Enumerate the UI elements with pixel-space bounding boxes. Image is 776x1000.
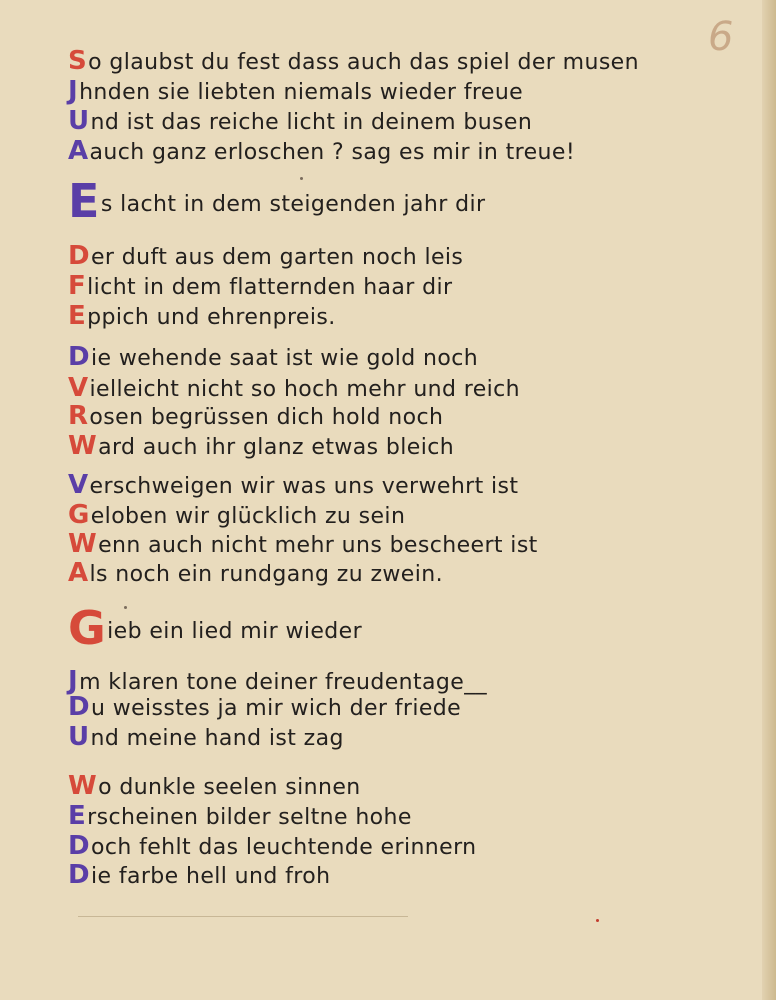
line-text: ieb ein lied mir wieder [107,619,363,644]
line-text: enn auch nicht mehr uns bescheert ist [98,533,538,558]
poem-line [68,801,412,831]
line-text: ard auch ihr glanz etwas bleich [98,435,455,460]
poem-line [68,831,476,861]
initial-letter: F [68,271,87,301]
line-text: ls noch ein rundgang zu zwein. [89,562,443,587]
faint-ruled-line [78,916,408,917]
initial-letter: U [68,722,90,752]
poem-line [68,692,461,722]
page-edge [762,0,776,1000]
line-text: u weisstes ja mir wich der friede [90,696,462,721]
initial-letter: J [68,666,79,696]
poem-line [68,601,363,655]
poem-line [68,470,518,500]
poem-line [68,342,478,372]
poem-line [68,373,520,403]
poem-line [68,860,330,890]
poem-line [68,431,454,461]
initial-letter: W [68,529,98,559]
initial-letter: V [68,373,89,403]
initial-letter: J [68,76,79,106]
initial-letter: A [68,558,89,588]
poem-line [68,500,405,530]
line-text: o dunkle seelen sinnen [98,775,361,800]
poem-line [68,136,575,166]
initial-letter: G [68,500,90,530]
initial-letter: E [68,174,100,228]
line-text: nd ist das reiche licht in deinem busen [90,110,533,135]
initial-letter: W [68,431,98,461]
poem-line [68,106,532,136]
line-text: osen begrüssen dich hold noch [89,405,444,430]
initial-letter: U [68,106,90,136]
line-text: s lacht in dem steigenden jahr dir [100,192,486,217]
line-text: hnden sie liebten niemals wieder freue [79,80,524,105]
line-text: o glaubst du fest dass auch das spiel der musen [88,50,639,75]
line-text: ie farbe hell und froh [90,864,331,889]
page-number: 6 [708,14,734,60]
initial-letter: D [68,241,90,271]
initial-letter: A [68,136,89,166]
ink-speck [124,606,127,609]
line-text: auch ganz erloschen ? sag es mir in treue! [89,140,576,165]
initial-letter: E [68,801,87,831]
initial-letter: D [68,692,90,722]
initial-letter: E [68,301,87,331]
line-text: licht in dem flatternden haar dir [87,275,453,300]
poem-line [68,301,336,331]
initial-letter: D [68,342,90,372]
initial-letter: D [68,831,90,861]
line-text: erschweigen wir was uns verwehrt ist [89,474,519,499]
ink-speck [300,177,303,180]
poem-line [68,722,344,752]
initial-letter: S [68,46,88,76]
line-text: ielleicht nicht so hoch mehr und reich [89,377,521,402]
poem-line [68,771,361,801]
poem-line [68,241,463,271]
poem-line [68,558,443,588]
initial-letter: R [68,401,89,431]
initial-letter: V [68,470,89,500]
line-text: nd meine hand ist zag [90,726,344,751]
line-text: rscheinen bilder seltne hohe [87,805,412,830]
poem-line [68,401,443,431]
initial-letter: G [68,601,107,655]
line-text: ppich und ehrenpreis. [87,305,336,330]
ink-speck [596,919,599,922]
line-text: ie wehende saat ist wie gold noch [90,346,479,371]
poem-line [68,76,523,106]
line-text: eloben wir glücklich zu sein [90,504,406,529]
poem-line [68,174,486,228]
poem-line [68,46,639,76]
initial-letter: D [68,860,90,890]
line-text: och fehlt das leuchtende erinnern [90,835,477,860]
initial-letter: W [68,771,98,801]
poem-line [68,271,452,301]
line-text: m klaren tone deiner freudentage__ [79,670,487,695]
poem-line [68,529,538,559]
line-text: er duft aus dem garten noch leis [90,245,464,270]
